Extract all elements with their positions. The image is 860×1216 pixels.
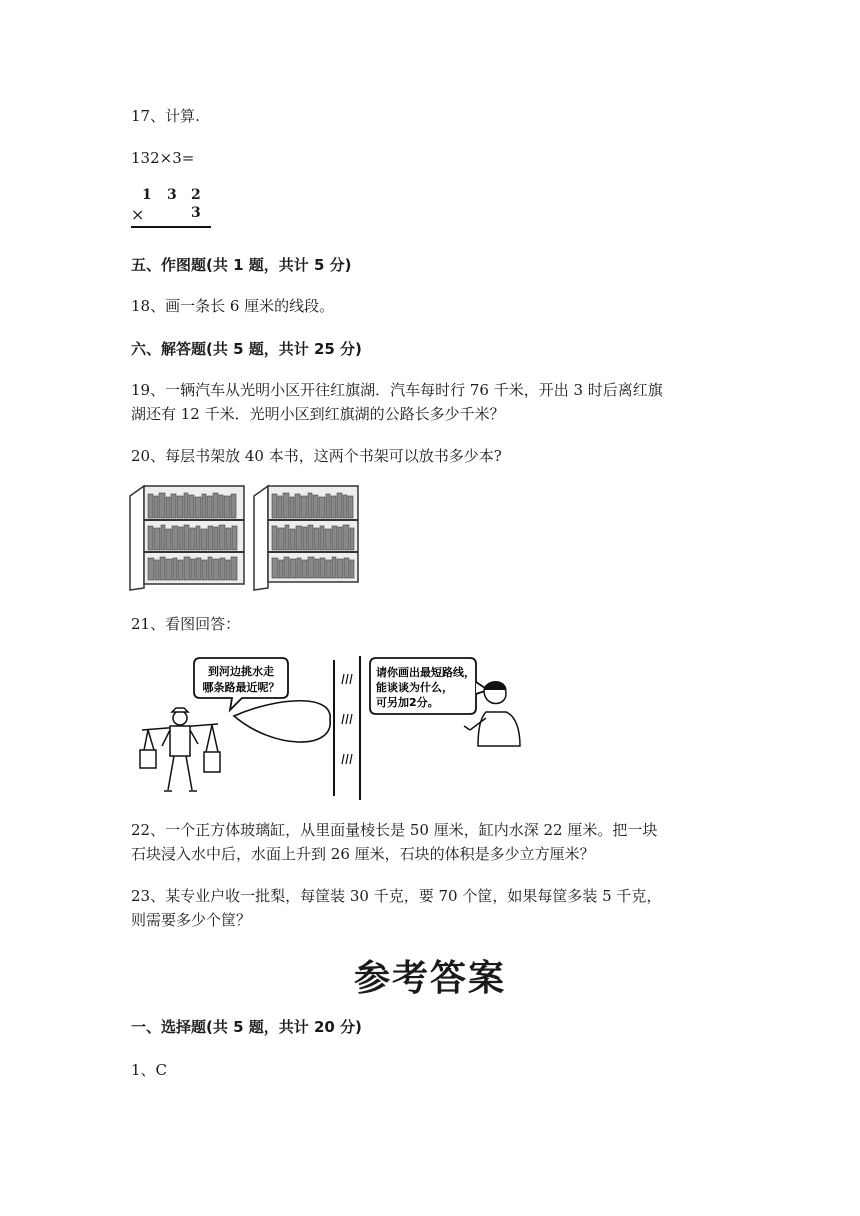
bookshelf-left xyxy=(130,486,244,590)
section-6-heading: 六、解答题(共 5 题，共计 25 分) xyxy=(131,340,362,358)
times-sign: × xyxy=(131,205,145,224)
q20-text: 20、每层书架放 40 本书，这两个书架可以放书多少本? xyxy=(131,447,502,465)
q17-expression: 132×3= xyxy=(131,149,195,167)
bookshelves-illustration xyxy=(128,484,364,592)
q18-text: 18、画一条长 6 厘米的线段。 xyxy=(131,297,335,315)
q23-line1: 23、某专业户收一批梨，每筐装 30 千克，要 70 个筐，如果每筐多装 5 千克， xyxy=(131,887,662,905)
q21-text: 21、看图回答： xyxy=(131,615,241,633)
wall xyxy=(334,656,360,800)
digit: 1 xyxy=(142,187,152,203)
river-lake-shape xyxy=(234,701,330,742)
right-bubble-line2: 能谈谈为什么， xyxy=(376,681,453,694)
left-bubble-line2: 哪条路最近呢？ xyxy=(202,681,280,694)
q22-line1: 22、一个正方体玻璃缸，从里面量棱长是 50 厘米，缸内水深 22 厘米。把一块 xyxy=(131,821,658,839)
q17-title: 17、计算. xyxy=(131,107,200,125)
bookshelf-right xyxy=(254,486,358,590)
right-bubble-line3: 可另加2分。 xyxy=(376,696,439,709)
left-bubble-line1: 到河边挑水走 xyxy=(208,665,274,678)
digit: 3 xyxy=(167,187,177,203)
q21-illustration xyxy=(134,654,526,802)
digit: 2 xyxy=(191,187,201,203)
answers-title: 参考答案 xyxy=(353,958,506,999)
sum-line xyxy=(131,226,211,228)
answer-1: 1、C xyxy=(131,1061,168,1079)
q19-line2: 湖还有 12 千米．光明小区到红旗湖的公路长多少千米？ xyxy=(131,405,505,423)
q23-line2: 则需要多少个筐？ xyxy=(131,911,252,929)
answers-section-1-heading: 一、选择题(共 5 题，共计 20 分) xyxy=(131,1018,362,1036)
digit: 3 xyxy=(191,205,201,221)
q19-line1: 19、一辆汽车从光明小区开往红旗湖．汽车每时行 76 千米，开出 3 时后离红旗 xyxy=(131,381,663,399)
right-bubble-line1: 请你画出最短路线， xyxy=(376,666,475,679)
right-speech-bubble xyxy=(370,658,488,714)
water-carrier-figure xyxy=(140,708,220,791)
section-5-heading: 五、作图题(共 1 题，共计 5 分) xyxy=(131,256,352,274)
q22-line2: 石块浸入水中后，水面上升到 26 厘米，石块的体积是多少立方厘米？ xyxy=(131,845,595,863)
left-speech-bubble xyxy=(194,658,288,710)
